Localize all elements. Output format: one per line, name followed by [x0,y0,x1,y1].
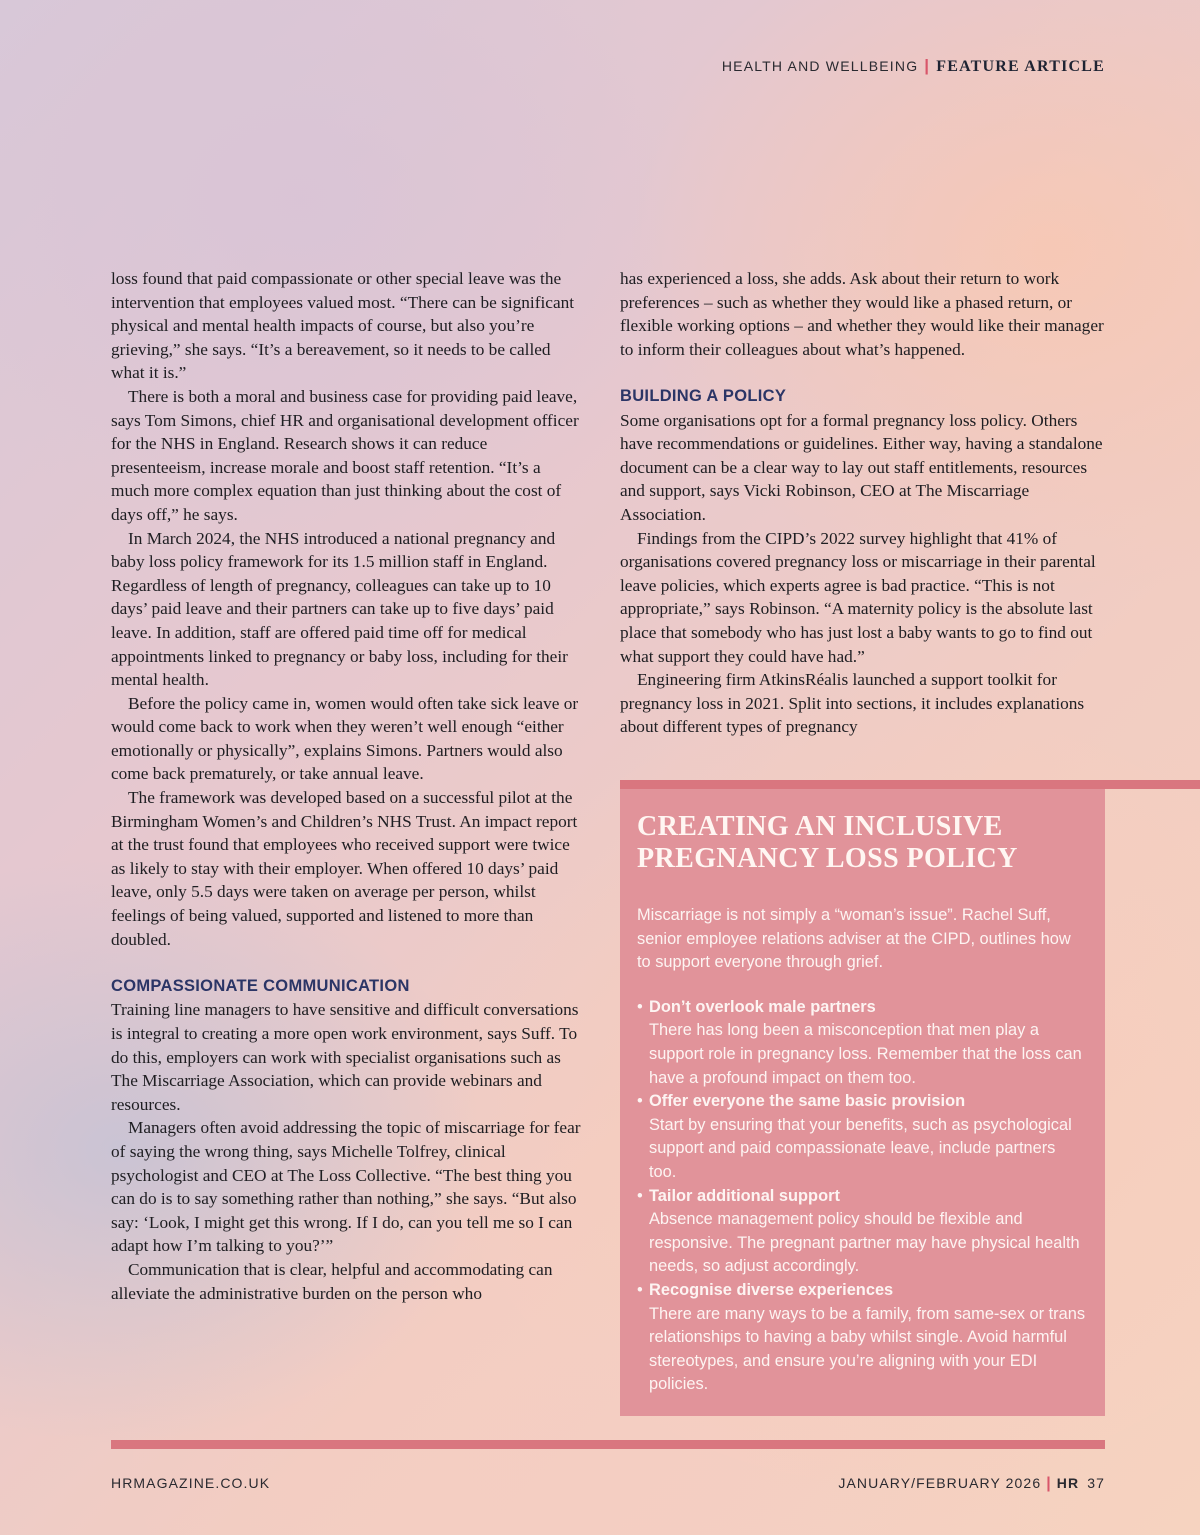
list-item-title: Recognise diverse experiences [649,1280,894,1299]
paragraph: Communication that is clear, helpful and accommodating can alleviate the administrative burden on the person who [111,1259,553,1303]
bullet-icon: • [637,1092,643,1111]
paragraph: Some organisations opt for a formal pregnancy loss policy. Others have recommendations or guidelines. Either way, having a standalone document can be a clear way to lay out staff entitlements, resources and support, says Vicki Robinson, CEO at The Miscarriage Association. [620,410,1103,524]
footer-site: HRMAGAZINE.CO.UK [111,1475,271,1491]
list-item-text: There are many ways to be a family, from same-sex or trans relationships to having a baby whilst single. Avoid harmful stereotypes, and ensure you’re aligning with your EDI policies. [649,1304,1086,1394]
paragraph: In March 2024, the NHS introduced a national pregnancy and baby loss policy framework for its 1.5 million staff in England. Regardless of length of pregnancy, colleagues can take up to 10 days’ paid leave and their partners can take up to five days’ paid leave. In addition, staff are offered paid time off for medical appointments linked to pregnancy or baby loss, including for their mental health. [111,528,568,690]
sidebar-accent-line [620,780,1200,789]
paragraph: Before the policy came in, women would often take sick leave or would come back to work when they weren’t well enough “either emotionally or physically”, explains Simons. Partners would also come back prematurely, or take annual leave. [111,693,579,784]
footer-brand: HR [1056,1475,1080,1491]
paragraph: has experienced a loss, she adds. Ask about their return to work preferences – such as whether they would like a phased return, or flexible working options – and whether they would like their manager to inform their colleagues about what’s happened. [620,269,1104,359]
list-item [637,996,1087,1090]
sidebar-list [637,996,1087,1397]
list-item-text: Start by ensuring that your benefits, such as psychological support and paid compassionate leave, include partners too. [649,1115,1072,1181]
section-heading-policy: BUILDING A POLICY [620,386,787,405]
paragraph: Managers often avoid addressing the topic of miscarriage for fear of saying the wrong thing, says Michelle Tolfrey, clinical psychologist and CEO at The Loss Collective. “The best thing you can do is to say something rather than nothing,” she says. “But also say: ‘Look, I might get this wrong. If I do, can you tell me so I can adapt how I’m talking to you?’” [111,1118,581,1256]
list-item-text: Absence management policy should be flexible and responsive. The pregnant partner may have physical health needs, so adjust accordingly. [649,1210,1080,1276]
paragraph: The framework was developed based on a successful pilot at the Birmingham Women’s and Children’s NHS Trust. An impact report at the trust found that employees who received support were twice as likely to stay with their employer. When offered 10 days’ paid leave, only 5.5 days were taken on average per person, whilst feelings of being valued, supported and listened to more than doubled. [111,788,578,949]
header-separator: | [924,56,931,75]
footer-issue: JANUARY/FEBRUARY 2026 [838,1475,1042,1491]
paragraph: Training line managers to have sensitive and difficult conversations is integral to creating a more open work environment, says Suff. To do this, employers can work with specialist organisations such as The Miscarriage Association, which can provide webinars and resources. [111,1000,579,1114]
running-header [722,56,1105,76]
list-item-text: There has long been a misconception that men play a support role in pregnancy loss. Remember that the loss can have a profound impact on them too. [649,1021,1082,1087]
list-item [637,1090,1087,1184]
bullet-icon: • [637,1280,643,1299]
paragraph: Engineering firm AtkinsRéalis launched a support toolkit for pregnancy loss in 2021. Split into sections, it includes explanations about different types of pregnancy [620,670,1085,737]
header-section: HEALTH AND WELLBEING [721,58,919,74]
sidebar-title-line: CREATING AN INCLUSIVE [637,811,1003,842]
footer-divider [111,1440,1105,1449]
footer-issue-info [838,1475,1105,1493]
sidebar-intro: Miscarriage is not simply a “woman’s issue”. Rachel Suff, senior employee relations adviser at the CIPD, outlines how to support everyone through grief. [637,906,1071,972]
left-column [111,267,583,1305]
paragraph: There is both a moral and business case for providing paid leave, says Tom Simons, chief HR and organisational development officer for the NHS in England. Research shows it can reduce presenteeism, increase morale and boost staff retention. “It’s a much more complex equation than just thinking about the cost of days off,” he says. [111,386,579,524]
sidebar-title-line: PREGNANCY LOSS POLICY [637,843,1018,874]
list-item-title: Don’t overlook male partners [649,997,876,1016]
list-item-title: Tailor additional support [649,1186,840,1205]
bullet-icon: • [637,997,643,1016]
list-item-title: Offer everyone the same basic provision [649,1092,966,1111]
bullet-icon: • [637,1186,643,1205]
list-item [637,1185,1087,1279]
footer-separator: | [1046,1475,1052,1492]
right-column [620,267,1105,739]
header-article-type: FEATURE ARTICLE [936,58,1105,75]
page-number: 37 [1087,1475,1105,1491]
paragraph: loss found that paid compassionate or other special leave was the intervention that employees valued most. “There can be significant physical and mental health impacts of course, but also you’re grieving,” she says. “It’s a bereavement, so it needs to be called what it is.” [111,269,575,383]
sidebar-box [620,789,1105,1416]
section-heading-communication: COMPASSIONATE COMMUNICATION [111,976,410,995]
paragraph: Findings from the CIPD’s 2022 survey highlight that 41% of organisations covered pregnancy loss or miscarriage in their parental leave policies, which experts agree is bad practice. “This is not appropriate,” says Robinson. “A maternity policy is the absolute last place that somebody who has just lost a baby wants to go to find out what support they could have had.” [620,528,1096,666]
list-item [637,1279,1087,1397]
sidebar-title [637,811,1087,875]
